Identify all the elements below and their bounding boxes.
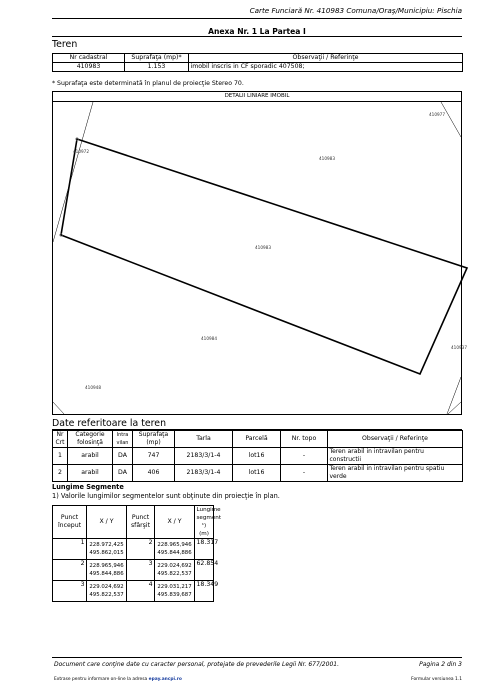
row-observatii <box>328 448 463 465</box>
row-end-y: 495.822,537 <box>157 571 192 577</box>
map-title: DETALII LINIARE IMOBIL <box>52 91 462 102</box>
table-row <box>53 448 463 465</box>
table-row <box>53 465 463 482</box>
page-header: Carte Funciară Nr. 410983 Comuna/Oraş/Municipiu: Pischia <box>249 6 462 15</box>
col-intravilan-line2: vilan <box>116 440 129 446</box>
col-punct-sfarsit <box>127 506 155 539</box>
neighbor-bottom-middle-label: 410984 <box>201 336 217 341</box>
row-observatii-line1: Teren arabil in intravilan pentru spatiu <box>329 465 445 472</box>
row-punct-sfarsit: 2 <box>127 539 155 560</box>
row-start-y: 495.844,886 <box>89 571 124 577</box>
row-start-y: 495.862,015 <box>89 550 124 556</box>
row-suprafata: 747 <box>133 448 175 465</box>
col-lungime-line1: Lungime <box>196 507 221 513</box>
row-start-x: 229.024,692 <box>89 584 124 590</box>
col-punct-inceput <box>53 506 87 539</box>
row-tarla: 2183/3/1-4 <box>175 448 233 465</box>
col-punct-inceput-line2: început <box>57 522 82 529</box>
neighbor-right-label: 410937 <box>451 345 467 350</box>
segmente-table <box>52 505 222 602</box>
neighbor-top-right-label: 410977 <box>429 112 445 117</box>
row-lungime: 18.317 <box>195 539 214 560</box>
row-lungime: 18.349 <box>195 581 214 602</box>
neighbor-left-label: 410972 <box>73 149 89 154</box>
row-lungime: 62.854 <box>195 560 214 581</box>
col-lungime <box>195 506 222 539</box>
row-nr-topo: - <box>281 448 328 465</box>
row-xy-start <box>87 560 127 581</box>
row-end-x: 228.965,946 <box>157 542 192 548</box>
neighbor-top-middle-label: 410983 <box>319 156 335 161</box>
row-nr: 1 <box>53 448 68 465</box>
row-punct-sfarsit: 3 <box>127 560 155 581</box>
col-observatii: Observaţii / Referinţe <box>189 54 463 63</box>
annex-rule <box>52 36 462 37</box>
row-parcela: lot16 <box>233 465 281 482</box>
col-parcela: Parcelă <box>233 431 281 448</box>
footer-doc-note: Document care conţine date cu caracter personal, protejate de prevederile Legii Nr. 677/2001. <box>54 661 339 668</box>
table-header-row <box>53 431 463 448</box>
segmente-title: Lungime Segmente <box>52 483 124 491</box>
row-end-x: 229.024,692 <box>157 563 192 569</box>
col-categorie-line1: Categorie <box>75 431 105 438</box>
col-xy-start: X / Y <box>87 506 127 539</box>
col-suprafata-mp <box>133 431 175 448</box>
row-start-x: 228.972,425 <box>89 542 124 548</box>
footer-info-link[interactable]: epay.ancpi.ro <box>148 677 182 682</box>
parcel-center-label: 410983 <box>255 245 271 250</box>
header-rule <box>52 18 462 19</box>
row-nr: 2 <box>53 465 68 482</box>
row-observatii <box>328 465 463 482</box>
col-lungime-line3: ¹) (m) <box>199 523 209 537</box>
row-observatii-line1: Teren arabil in intravilan pentru <box>329 448 424 455</box>
row-observatii-line2: verde <box>329 473 347 480</box>
col-punct-sfarsit-line2: sfârşit <box>130 522 151 529</box>
row-parcela: lot16 <box>233 448 281 465</box>
row-categorie: arabil <box>68 448 113 465</box>
table-header-row <box>53 506 214 539</box>
col-nr-crt <box>53 431 68 448</box>
col-punct-sfarsit-line1: Punct <box>131 514 150 521</box>
row-end-y: 495.844,886 <box>157 550 192 556</box>
nr-cadastral-value: 410983 <box>53 63 125 72</box>
row-suprafata: 406 <box>133 465 175 482</box>
col-suprafata-line1: Suprafaţa <box>138 431 169 438</box>
col-suprafata-line2: (mp) <box>146 439 161 446</box>
col-intravilan-line1: Intra <box>116 432 129 438</box>
row-xy-end <box>155 581 195 602</box>
row-punct-inceput: 3 <box>53 581 87 602</box>
row-xy-start <box>87 539 127 560</box>
row-xy-start <box>87 581 127 602</box>
date-teren-table <box>52 430 463 482</box>
table-header-row <box>53 54 463 63</box>
footer-info <box>54 677 182 682</box>
col-tarla: Tarla <box>175 431 233 448</box>
row-punct-inceput: 2 <box>53 560 87 581</box>
col-xy-end: X / Y <box>155 506 195 539</box>
row-observatii-line2: constructii <box>329 456 362 463</box>
col-punct-inceput-line1: Punct <box>60 514 79 521</box>
row-punct-inceput: 1 <box>53 539 87 560</box>
row-start-x: 228.965,946 <box>89 563 124 569</box>
teren-heading: Teren <box>52 39 78 50</box>
col-observatii: Observaţii / Referinţe <box>328 431 463 448</box>
col-nr-cadastral: Nr cadastral <box>53 54 125 63</box>
col-categorie <box>68 431 113 448</box>
col-lungime-line2: segment <box>196 515 222 521</box>
col-intravilan <box>113 431 133 448</box>
suprafata-value: 1.153 <box>125 63 189 72</box>
row-tarla: 2183/3/1-4 <box>175 465 233 482</box>
row-end-x: 229.031,217 <box>157 584 192 590</box>
footer-page-number: Pagina 2 din 3 <box>419 661 462 668</box>
parcel-map <box>52 101 467 415</box>
observatii-value: imobil inscris in CF sporadic 407508; <box>189 63 463 72</box>
neighbor-bottom-left-label: 410948 <box>85 385 101 390</box>
footer-formular: Formular versiunea 1.1 <box>411 677 462 682</box>
parcel-map-svg <box>53 102 467 414</box>
parcel-outline <box>61 139 467 374</box>
footer-rule <box>52 657 462 658</box>
row-start-y: 495.822,537 <box>89 592 124 598</box>
row-categorie: arabil <box>68 465 113 482</box>
row-xy-end <box>155 560 195 581</box>
col-nr-crt-line2: Crt <box>55 439 65 446</box>
annex-title: Anexa Nr. 1 La Partea I <box>208 27 306 36</box>
col-suprafata: Suprafaţa (mp)* <box>125 54 189 63</box>
teren-table <box>52 53 463 72</box>
col-categorie-line2: folosinţă <box>77 439 103 446</box>
table-row <box>53 581 214 602</box>
segmente-subtitle: 1) Valorile lungimilor segmentelor sunt obţinute din proiecţie în plan. <box>52 492 280 500</box>
table-row <box>53 560 214 581</box>
row-intravilan: DA <box>113 465 133 482</box>
table-row <box>53 63 463 72</box>
date-teren-heading: Date referitoare la teren <box>52 418 167 429</box>
col-nr-topo: Nr. topo <box>281 431 328 448</box>
row-xy-end <box>155 539 195 560</box>
row-punct-sfarsit: 4 <box>127 581 155 602</box>
col-nr-crt-line1: Nr <box>56 431 64 438</box>
row-intravilan: DA <box>113 448 133 465</box>
table-row <box>53 539 214 560</box>
row-end-y: 495.839,687 <box>157 592 192 598</box>
footer-info-text: Extrase pentru informare on-line la adresa <box>54 677 148 682</box>
row-nr-topo: - <box>281 465 328 482</box>
suprafata-note: * Suprafaţa este determinată în planul de proiecţie Stereo 70. <box>52 80 244 87</box>
